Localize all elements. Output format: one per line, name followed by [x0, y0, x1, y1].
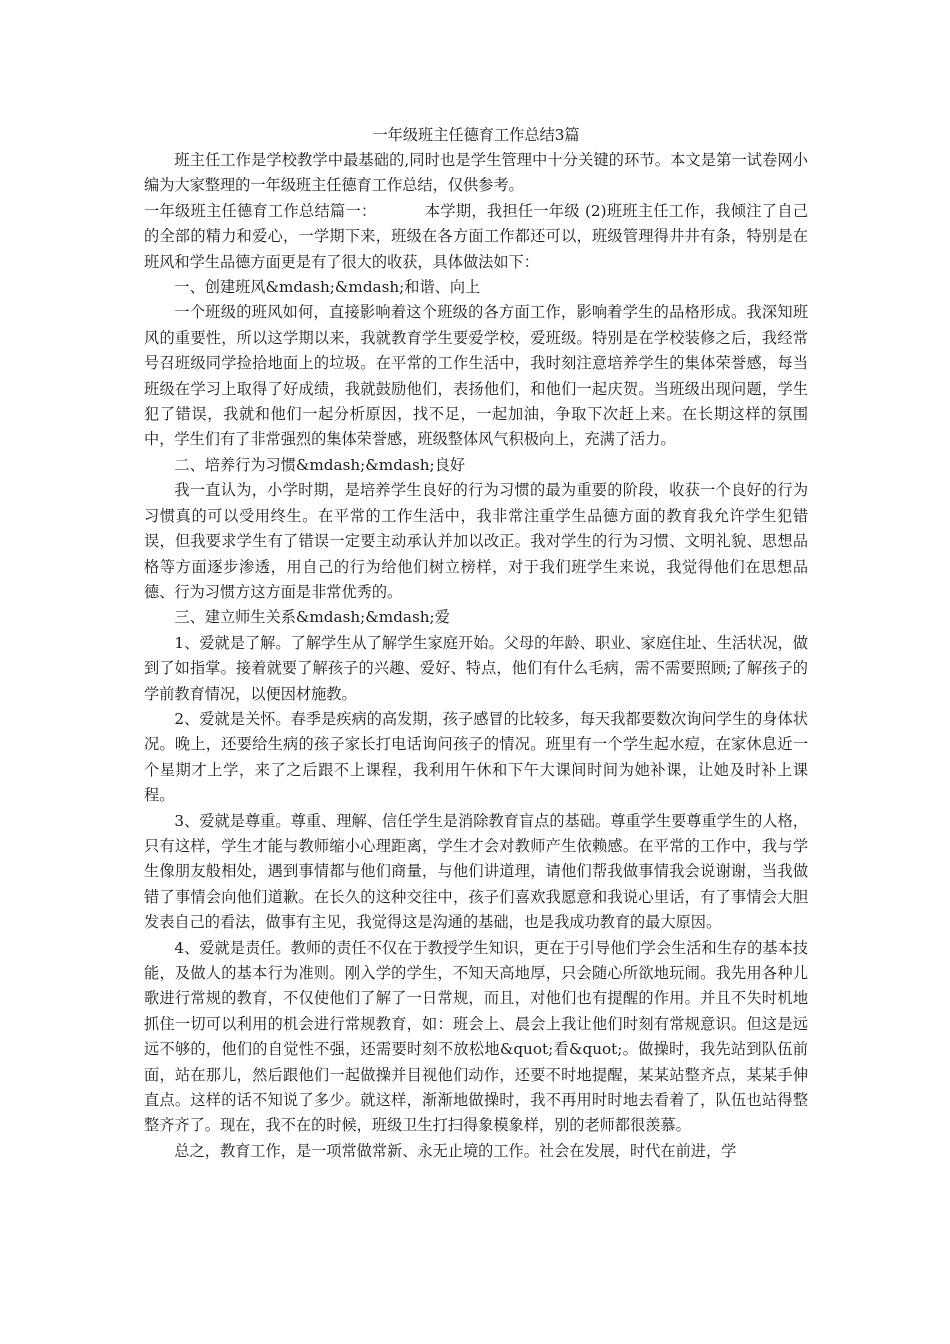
- part1-label: 一年级班主任德育工作总结篇一：: [144, 201, 377, 220]
- summary-paragraph: 总之，教育工作，是一项常做常新、永无止境的工作。社会在发展，时代在前进，学: [174, 1141, 737, 1160]
- love-care-paragraph: 2、爱就是关怀。春季是疾病的高发期，孩子感冒的比较多，每天我都要数次询问学生的身体状况。晚上，还要给生病的孩子家长打电话询问孩子的情况。班里有一个学生起水痘，在家休息近一个星期才上学，来了之后跟不上课程，我利用午休和下午大课间时间为她补课，让她及时补上课程。: [144, 709, 808, 805]
- love-responsibility-paragraph: 4、爱就是责任。教师的责任不仅在于教授学生知识，更在于引导他们学会生活和生存的基本技能，及做人的基本行为准则。刚入学的学生，不知天高地厚，只会随心所欲地玩闹。我先用各种儿歌进行常规的教育，不仅使他们了解了一日常规，而且，对他们也有提醒的作用。并且不失时机地抓住一切可以利用的机会进行常规教育，如：班会上、晨会上我让他们时刻有常规意识。但这是远远不够的，他们的自觉性不强，还需要时刻不放松地&quot;看&quot;。做操时，我先站到队伍前面，站在那儿，然后跟他们一起做操并目视他们动作，还要不时地提醒，某某站整齐点，某某手伸直点。这样的话不知说了多少。就这样，渐渐地做操时，我不再用时时地去看着了，队伍也站得整整齐齐了。现在，我不在的时候，班级卫生打扫得象模象样，别的老师都很羡慕。: [144, 938, 808, 1135]
- love-respect-paragraph: 3、爱就是尊重。尊重、理解、信任学生是消除教育盲点的基础。尊重学生要尊重学生的人格，只有这样，学生才能与教师缩小心理距离，学生才会对教师产生依赖感。在平常的工作中，我与学生像朋友般相处，遇到事情都与他们商量，与他们讲道理，请他们帮我做事情我会说谢谢，当我做错了事情会向他们道歉。在长久的这种交往中，孩子们喜欢我愿意和我说心里话，有了事情会大胆发表自己的看法，做事有主见，我觉得这是沟通的基础，也是我成功教育的最大原因。: [144, 811, 808, 932]
- section-heading-1: 一、创建班风&mdash;&mdash;和谐、向上: [174, 278, 481, 297]
- intro-paragraph: 班主任工作是学校教学中最基础的,同时也是学生管理中十分关键的环节。本文是第一试卷网小编为大家整理的一年级班主任德育工作总结，仅供参考。: [144, 151, 808, 195]
- section-heading-3: 三、建立师生关系&mdash;&mdash;爱: [174, 608, 450, 627]
- section-2-paragraph: 我一直认为，小学时期，是培养学生良好的行为习惯的最为重要的阶段，收获一个良好的行为习惯真的可以受用终生。在平常的工作生活中，我非常注重学生品德方面的教育我允许学生犯错误，但我要求学生有了错误一定要主动承认并加以改正。我对学生的行为习惯、文明礼貌、思想品格等方面逐步渗透，用自己的行为给他们树立榜样，对于我们班学生来说，我觉得他们在思想品德、行为习惯方这方面是非常优秀的。: [144, 481, 808, 601]
- document-title: 一年级班主任德育工作总结3篇: [372, 126, 580, 144]
- section-1-paragraph: 一个班级的班风如何，直接影响着这个班级的各方面工作，影响着学生的品格形成。我深知班风的重要性，所以这学期以来，我就教育学生要爱学校，爱班级。特别是在学校装修之后，我经常号召班级同学捡拾地面上的垃圾。在平常的工作生活中，我时刻注意培养学生的集体荣誉感，每当班级在学习上取得了好成绩，我就鼓励他们，表扬他们，和他们一起庆贺。当班级出现问题，学生犯了错误，我就和他们一起分析原因，找不足，一起加油，争取下次赶上来。在长期这样的氛围中，学生们有了非常强烈的集体荣誉感，班级整体风气积极向上，充满了活力。: [144, 303, 808, 449]
- part1-text: 本学期，我担任一年级 (2)班班主任工作，我倾注了自己的全部的精力和爱心，一学期下来，班级在各方面工作都还可以，班级管理得井井有条，特别是在班风和学生品德方面更是有了很大的收获，具体做法如下：: [144, 201, 809, 271]
- section-heading-2: 二、培养行为习惯&mdash;&mdash;良好: [174, 455, 466, 474]
- love-understanding-paragraph: 1、爱就是了解。了解学生从了解学生家庭开始。父母的年龄、职业、家庭住址、生活状况，做到了如指掌。接着就要了解孩子的兴趣、爱好、特点，他们有什么毛病，需不需要照顾;了解孩子的学前教育情况，以便因材施教。: [144, 633, 808, 703]
- document-page: [144, 122, 808, 1164]
- part1-paragraph: [144, 199, 808, 275]
